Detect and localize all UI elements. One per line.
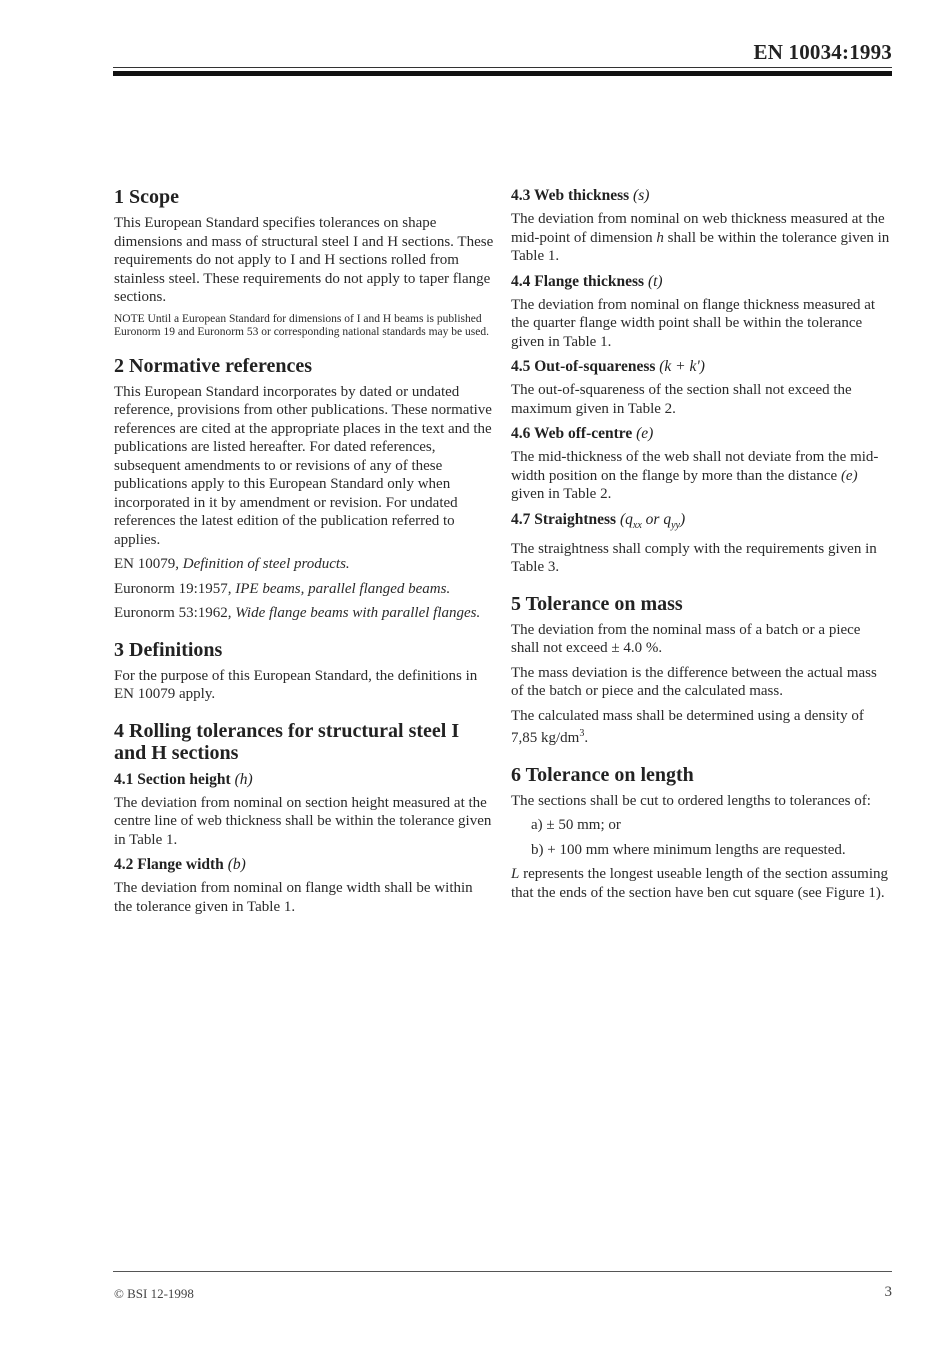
section-4-2-paragraph: The deviation from nominal on flange width shall be within the tolerance given in Table 1. [114,880,473,915]
section-5-heading: 5 Tolerance on mass [511,592,683,615]
section-4-1-paragraph: The deviation from nominal on section height measured at the centre line of web thickness shall be within the tolerance given in Table 1. [114,794,492,848]
section-1-note: NOTE Until a European Standard for dimensions of I and H beams is published Euronorm 19 and Euronorm 53 or corresponding national standards may be used. [114,312,489,338]
section-4-7-heading: 4.7 Straightness ($q_{xx}$ or $q_{yy}$) [511,510,686,531]
section-6-paragraph-1: The sections shall be cut to ordered lengths to tolerances of: [511,792,871,809]
footer-rule [113,1271,892,1272]
list-item-a: a) ± 50 mm; or [531,817,621,834]
section-4-3-paragraph: The deviation from nominal on web thickness measured at the mid-point of dimension h shall be within the tolerance given in Table 1. [511,211,890,264]
page-number: 3 [884,1284,892,1300]
document-id: EN 10034:1993 [753,40,892,64]
section-4-5-paragraph: The out-of-squareness of the section shall not exceed the maximum given in Table 2. [511,382,852,417]
section-1-heading: 1 Scope [114,186,179,208]
reference-euronorm19: Euronorm 19:1957, IPE beams, parallel flanged beams. [114,580,451,597]
header-rule-thick [113,71,892,76]
section-6-paragraph-2: L represents the longest useable length of the section assuming that the ends of the section have ben cut square (see Figure 1). [511,866,889,901]
section-1-paragraph: This European Standard specifies tolerances on shape dimensions and mass of structural steel I and H sections. These requirements do not apply to I and H sections rolled from stainless steel. These requirements do not apply to taper flange sections. [114,215,494,305]
copyright-notice: © BSI 12-1998 [114,1286,194,1301]
right-column [511,186,892,908]
section-6-heading: 6 Tolerance on length [511,763,694,786]
section-4-6-heading: 4.6 Web off-centre (e) [511,425,654,442]
section-4-3-heading: 4.3 Web thickness (s) [511,187,650,204]
section-4-5-heading: 4.5 Out-of-squareness (k + k') [511,358,705,375]
section-5-paragraph-3: The calculated mass shall be determined using a density of 7,85 $kg/dm^3$. [511,707,864,747]
section-5-paragraph-2: The mass deviation is the difference between the actual mass of the batch or piece and the calculated mass. [511,664,877,700]
section-2-paragraph: This European Standard incorporates by dated or undated reference, provisions from other publications. These normative references are cited at the appropriate places in the text and the publications are listed hereafter. For dated references, subsequent amendments to or revisions of any of these publications apply to this European Standard only when incorporated in it by amendment or revision. For undated references the latest edition of the publication referred to applies. [114,383,492,548]
section-4-4-heading: 4.4 Flange thickness (t) [511,272,663,290]
section-3-heading: 3 Definitions [114,638,223,661]
section-5-paragraph-1: The deviation from the nominal mass of a batch or a piece shall not exceed ± 4.0 %. [511,621,861,657]
section-4-4-paragraph: The deviation from nominal on flange thickness measured at the quarter flange width point shall be within the tolerance given in Table 1. [511,296,876,350]
section-4-6-paragraph: The mid-thickness of the web shall not deviate from the mid-width position on the flange by more than the distance (e) given in Table 2. [511,449,879,502]
header-rule-thin [113,67,892,68]
section-4-1-heading: 4.1 Section height (h) [114,770,253,788]
reference-en10079: EN 10079, Definition of steel products. [114,556,350,572]
left-column [114,186,494,922]
section-4-2-heading: 4.2 Flange width (b) [114,856,246,873]
list-item-b: b) + 100 mm where minimum lengths are requested. [531,841,846,858]
section-3-paragraph: For the purpose of this European Standard, the definitions in EN 10079 apply. [114,667,478,702]
section-2-heading: 2 Normative references [114,354,313,377]
section-4-heading: 4 Rolling tolerances for structural steel I and H sections [114,719,460,764]
reference-euronorm53: Euronorm 53:1962, Wide flange beams with parallel flanges. [114,605,481,621]
section-4-7-paragraph: The straightness shall comply with the requirements given in Table 3. [511,540,877,576]
